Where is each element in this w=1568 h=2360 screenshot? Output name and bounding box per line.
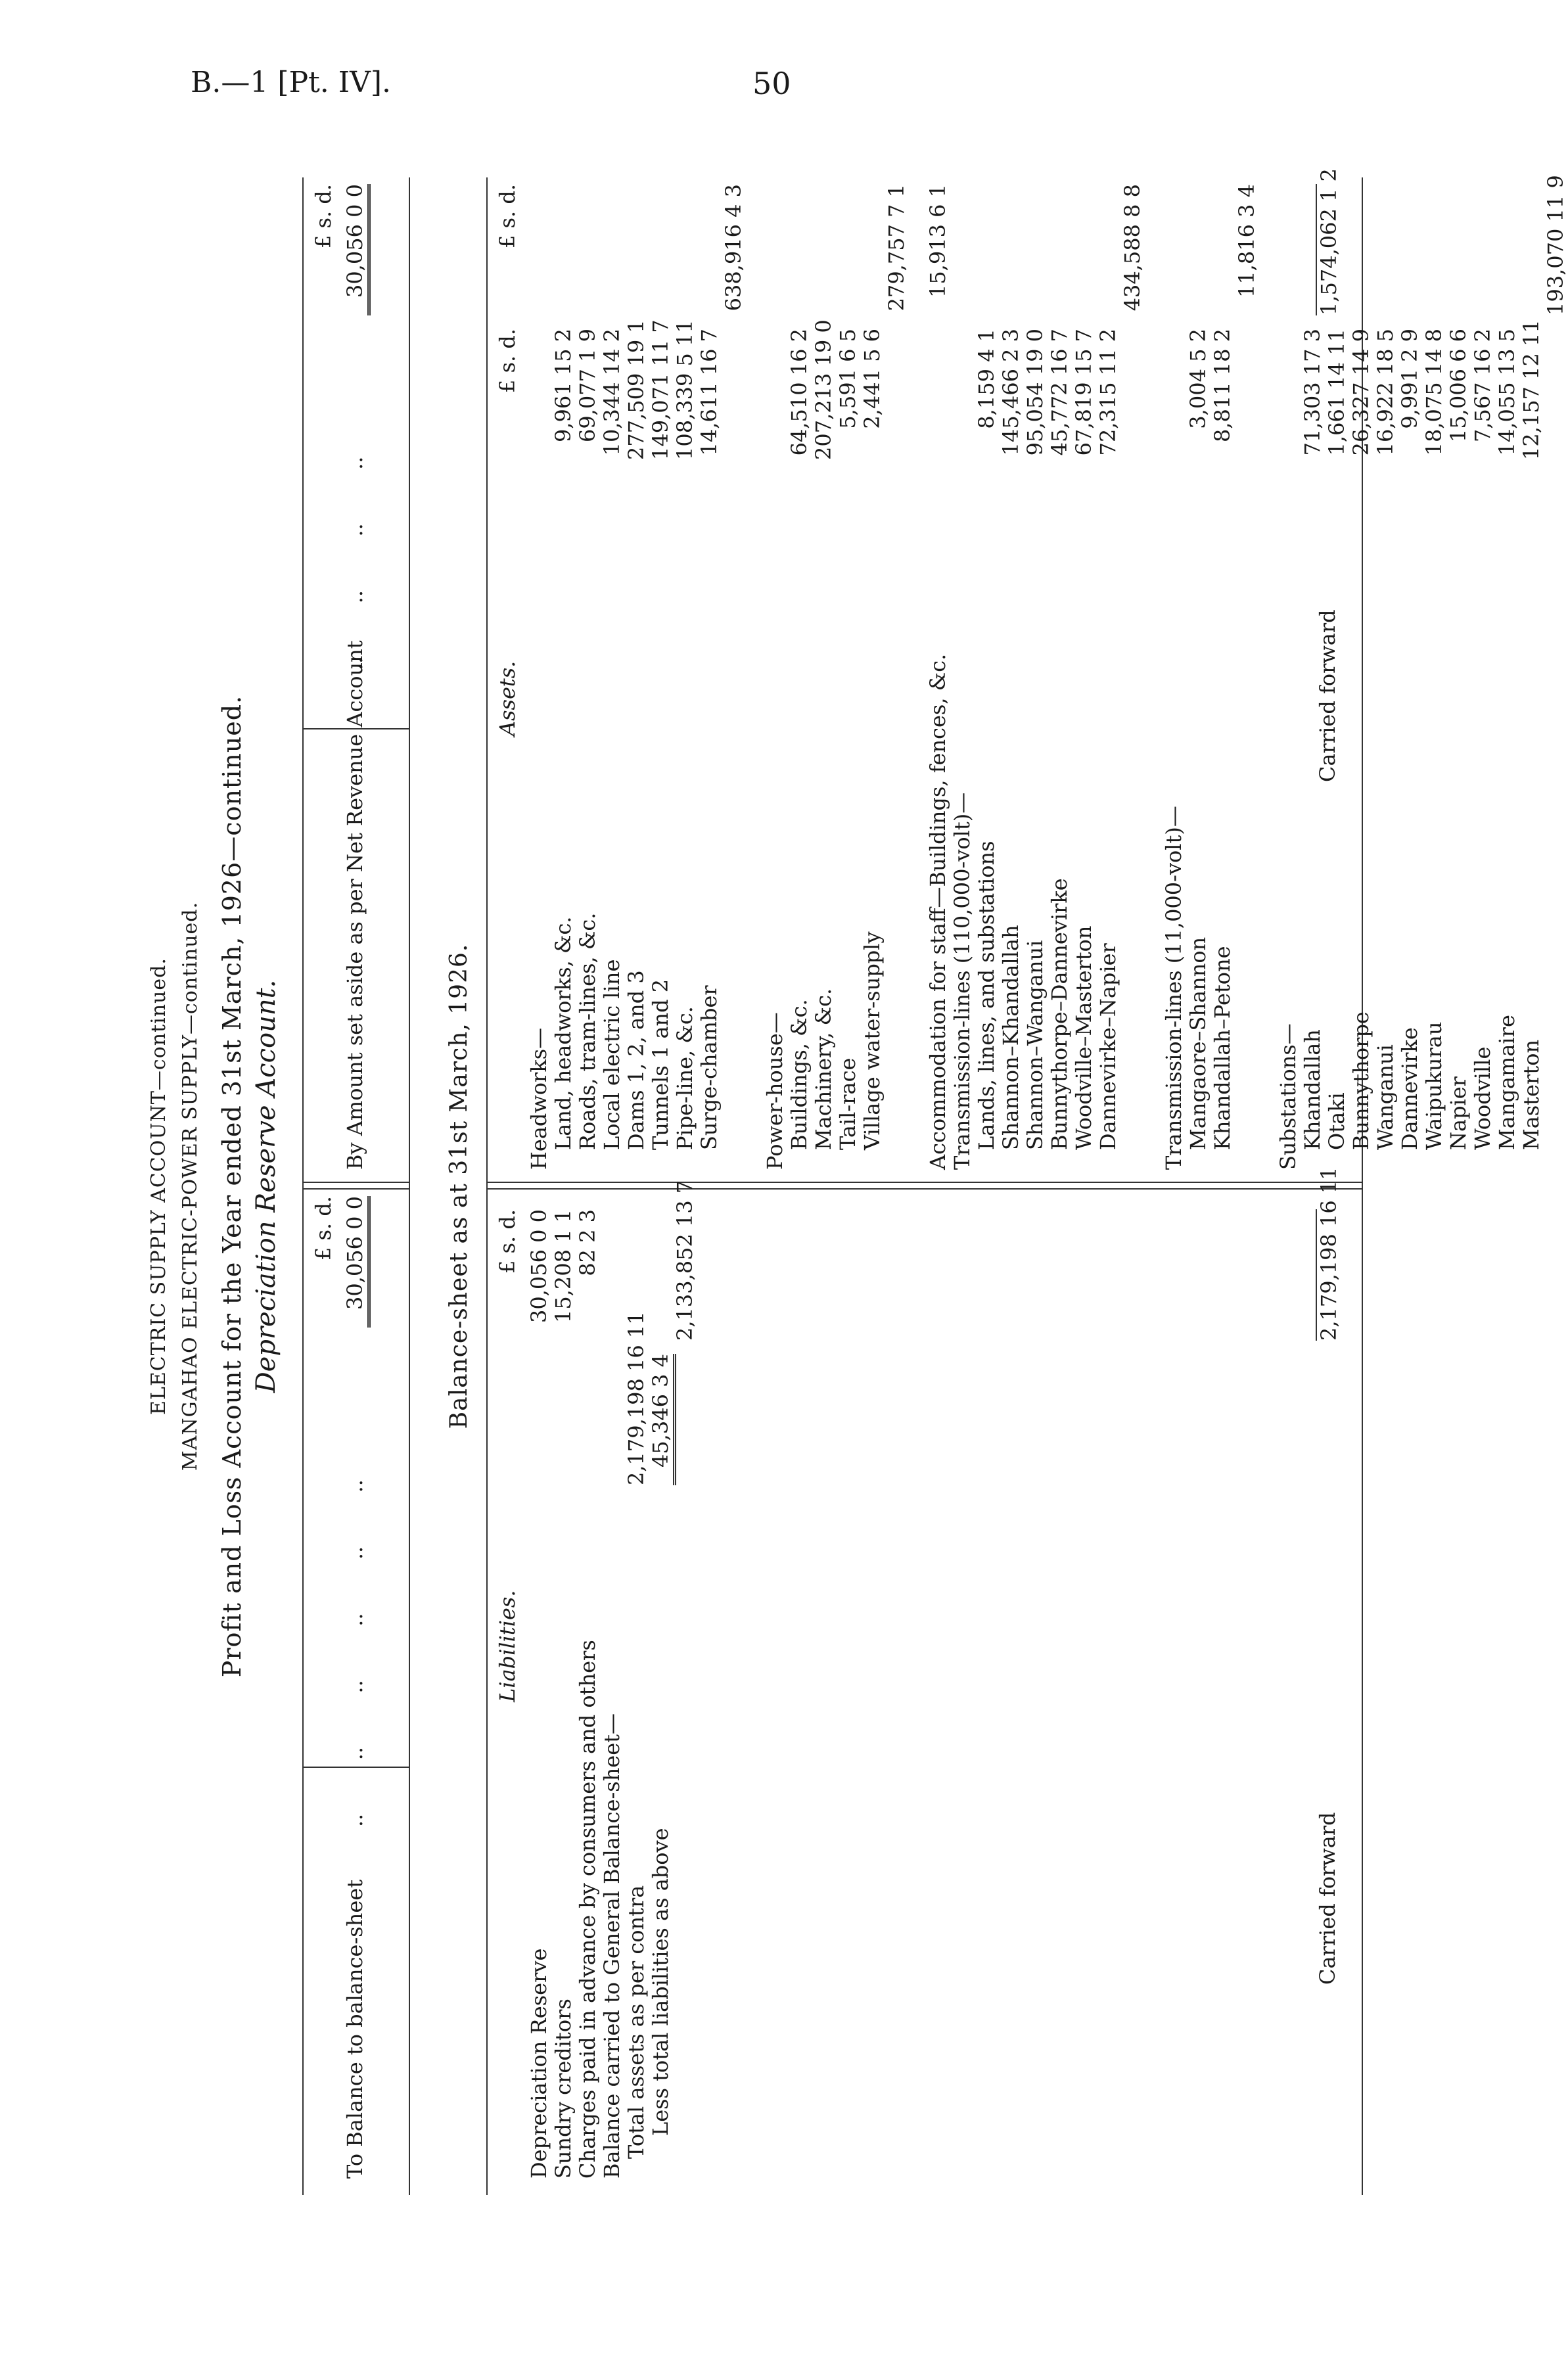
asset-item-label: Lands, lines, and substations <box>974 841 999 1150</box>
asset-group-title: Headworks— <box>526 1027 551 1170</box>
balance-sheet-table <box>486 168 1568 2195</box>
asset-item-amount: 2,441 5 6 <box>860 329 885 429</box>
leader-dots: .. .. .. .. .. .. <box>342 1479 367 1827</box>
asset-group-total: 434,588 8 8 <box>1120 184 1145 312</box>
liability-label: Charges paid in advance by consumers and others <box>575 1640 600 2179</box>
asset-group-total: 11,816 3 4 <box>1234 184 1259 298</box>
asset-group-total: 15,913 6 1 <box>925 184 950 298</box>
depreciation-right-money-header: £ s. d. <box>311 184 336 248</box>
asset-item-amount: 108,339 5 11 <box>672 319 697 460</box>
liabilities-net-balance: 2,133,852 13 7 <box>672 1180 697 1341</box>
page-reference: B.—1 [Pt. IV]. <box>191 66 392 99</box>
depreciation-left-amount: 30,056 0 0 <box>343 1196 371 1328</box>
liability-label: Less total liabilities as above <box>648 1828 673 2136</box>
column-divider <box>488 1188 1362 1190</box>
asset-item-label: Shannon–Wanganui <box>1023 940 1048 1150</box>
asset-item-amount: 16,922 18 5 <box>1373 329 1398 456</box>
asset-item-label: Village water-supply <box>860 931 885 1150</box>
asset-item-label: Khandallah–Petone <box>1210 946 1235 1150</box>
asset-item-label: Surge-chamber <box>697 985 722 1150</box>
liability-label: Total assets as per contra <box>624 1885 649 2159</box>
depreciation-left-money-header: £ s. d. <box>311 1196 336 1261</box>
asset-group-title: Transmission-lines (11,000-volt)— <box>1161 806 1186 1170</box>
asset-item-label: Khandallah <box>1300 1029 1325 1150</box>
balance-sheet-heading: Balance-sheet as at 31st March, 1926. <box>446 943 473 1429</box>
asset-group-total: 193,070 11 9 <box>1543 175 1568 315</box>
carried-forward-label: Carried forward <box>1315 609 1340 782</box>
asset-item-label: Wanganui <box>1373 1044 1398 1150</box>
asset-item-amount: 95,054 19 0 <box>1023 329 1048 456</box>
liabilities-header: Liabilities. <box>495 1590 520 1702</box>
carried-forward-amount: 2,179,198 16 11 <box>1316 1167 1341 1341</box>
liability-amount: 45,346 3 4 <box>649 1354 676 1485</box>
asset-item-label: Buildings, &c. <box>787 999 812 1150</box>
asset-item-amount: 145,466 2 3 <box>998 329 1023 456</box>
asset-item-amount: 14,055 13 5 <box>1494 329 1519 456</box>
asset-item-label: Mangamaire <box>1494 1015 1519 1150</box>
asset-item-amount: 8,811 18 2 <box>1210 329 1235 443</box>
asset-item-amount: 207,213 19 0 <box>811 319 836 460</box>
asset-item-amount: 149,071 11 7 <box>648 319 673 460</box>
asset-item-amount: 15,006 6 6 <box>1446 329 1471 443</box>
account-heading: ELECTRIC SUPPLY ACCOUNT—continued. <box>147 958 170 1415</box>
liability-amount: 82 2 3 <box>575 1209 600 1276</box>
asset-item-label: Dannevirke–Napier <box>1095 943 1120 1150</box>
asset-item-amount: 9,961 15 2 <box>551 329 576 443</box>
asset-item-label: Masterton <box>1519 1039 1544 1150</box>
asset-item-label: Dams 1, 2, and 3 <box>624 970 649 1150</box>
asset-group-title: Power-house— <box>762 1012 787 1170</box>
asset-item-amount: 45,772 16 7 <box>1047 329 1072 456</box>
asset-group-title: Substations— <box>1276 1023 1301 1170</box>
asset-group-total: 279,757 7 1 <box>884 184 909 312</box>
asset-group-title: Accommodation for staff—Buildings, fences, &c. <box>925 653 950 1170</box>
asset-item-amount: 277,509 19 1 <box>624 319 649 460</box>
asset-item-amount: 71,303 17 3 <box>1300 329 1325 456</box>
asset-item-label: Machinery, &c. <box>811 988 836 1150</box>
asset-item-amount: 69,077 1 9 <box>575 329 600 443</box>
asset-item-amount: 72,315 11 2 <box>1095 329 1120 456</box>
liability-label: Balance carried to General Balance-sheet— <box>599 1713 624 2179</box>
asset-item-label: Bunnythorpe <box>1349 1011 1373 1150</box>
assets-totals-money-header: £ s. d. <box>495 184 520 248</box>
depreciation-heading: Depreciation Reserve Account. <box>251 979 281 1393</box>
asset-item-amount: 1,661 14 11 <box>1324 329 1349 456</box>
liability-amount: 15,208 1 1 <box>551 1209 576 1324</box>
asset-item-amount: 12,157 12 11 <box>1519 319 1544 460</box>
leader-dots: .. .. .. .. <box>342 456 367 670</box>
asset-item-label: Dannevirke <box>1397 1027 1422 1150</box>
liability-amount: 2,179,198 16 11 <box>624 1311 649 1485</box>
asset-item-label: Local electric line <box>599 959 624 1150</box>
column-divider <box>304 1182 409 1183</box>
profit-loss-heading: Profit and Loss Account for the Year ended 31st March, 1926—continued. <box>218 695 246 1678</box>
assets-items-money-header: £ s. d. <box>495 329 520 393</box>
liabilities-money-header: £ s. d. <box>495 1209 520 1274</box>
rotated-page-content <box>141 164 1568 2208</box>
page-number: 50 <box>752 66 791 101</box>
depreciation-right-amount: 30,056 0 0 <box>343 184 371 315</box>
asset-item-label: Waipukurau <box>1421 1021 1446 1150</box>
asset-item-label: Tail-race <box>835 1057 860 1150</box>
asset-item-amount: 67,819 15 7 <box>1071 329 1096 456</box>
depreciation-left-label: To Balance to balance-sheet <box>342 1879 367 2179</box>
asset-item-amount: 26,327 14 9 <box>1349 329 1373 456</box>
depreciation-right-label: By Amount set aside as per Net Revenue Account <box>342 640 367 1170</box>
asset-item-label: Roads, tram-lines, &c. <box>575 912 600 1150</box>
asset-item-amount: 3,004 5 2 <box>1186 329 1211 429</box>
sub-heading: MANGAHAO ELECTRIC-POWER SUPPLY—continued. <box>179 901 202 1471</box>
asset-item-amount: 10,344 14 2 <box>599 329 624 456</box>
column-divider <box>304 1188 409 1190</box>
asset-item-label: Napier <box>1446 1076 1471 1150</box>
liability-label: Sundry creditors <box>551 1999 576 2179</box>
asset-item-amount: 9,991 2 9 <box>1397 329 1422 429</box>
asset-item-label: Land, headworks, &c. <box>551 916 576 1150</box>
liability-amount: 30,056 0 0 <box>526 1209 551 1324</box>
carried-forward-label: Carried forward <box>1315 1812 1340 1985</box>
asset-group-title: Transmission-lines (110,000-volt)— <box>950 792 975 1170</box>
asset-item-label: Woodville <box>1470 1046 1495 1150</box>
asset-item-amount: 18,075 14 8 <box>1421 329 1446 456</box>
asset-item-amount: 64,510 16 2 <box>787 329 812 456</box>
asset-item-label: Tunnels 1 and 2 <box>648 979 673 1150</box>
asset-item-label: Pipe-line, &c. <box>672 1006 697 1150</box>
asset-item-amount: 5,591 6 5 <box>835 329 860 429</box>
asset-item-label: Shannon–Khandallah <box>998 925 1023 1150</box>
asset-item-amount: 7,567 16 2 <box>1470 329 1495 443</box>
carried-forward-amount: 1,574,062 1 2 <box>1316 168 1341 315</box>
asset-item-amount: 8,159 4 1 <box>974 329 999 429</box>
asset-item-label: Mangaore–Shannon <box>1186 937 1211 1150</box>
assets-header: Assets. <box>495 660 520 736</box>
depreciation-account-table <box>302 177 410 2195</box>
liability-label: Depreciation Reserve <box>526 1948 551 2179</box>
column-divider <box>488 1182 1362 1183</box>
asset-item-label: Bunnythorpe–Dannevirke <box>1047 878 1072 1150</box>
asset-item-label: Woodville–Masterton <box>1071 925 1096 1150</box>
asset-group-total: 638,916 4 3 <box>721 184 746 312</box>
asset-item-amount: 14,611 16 7 <box>697 329 722 456</box>
asset-item-label: Otaki <box>1324 1092 1349 1150</box>
